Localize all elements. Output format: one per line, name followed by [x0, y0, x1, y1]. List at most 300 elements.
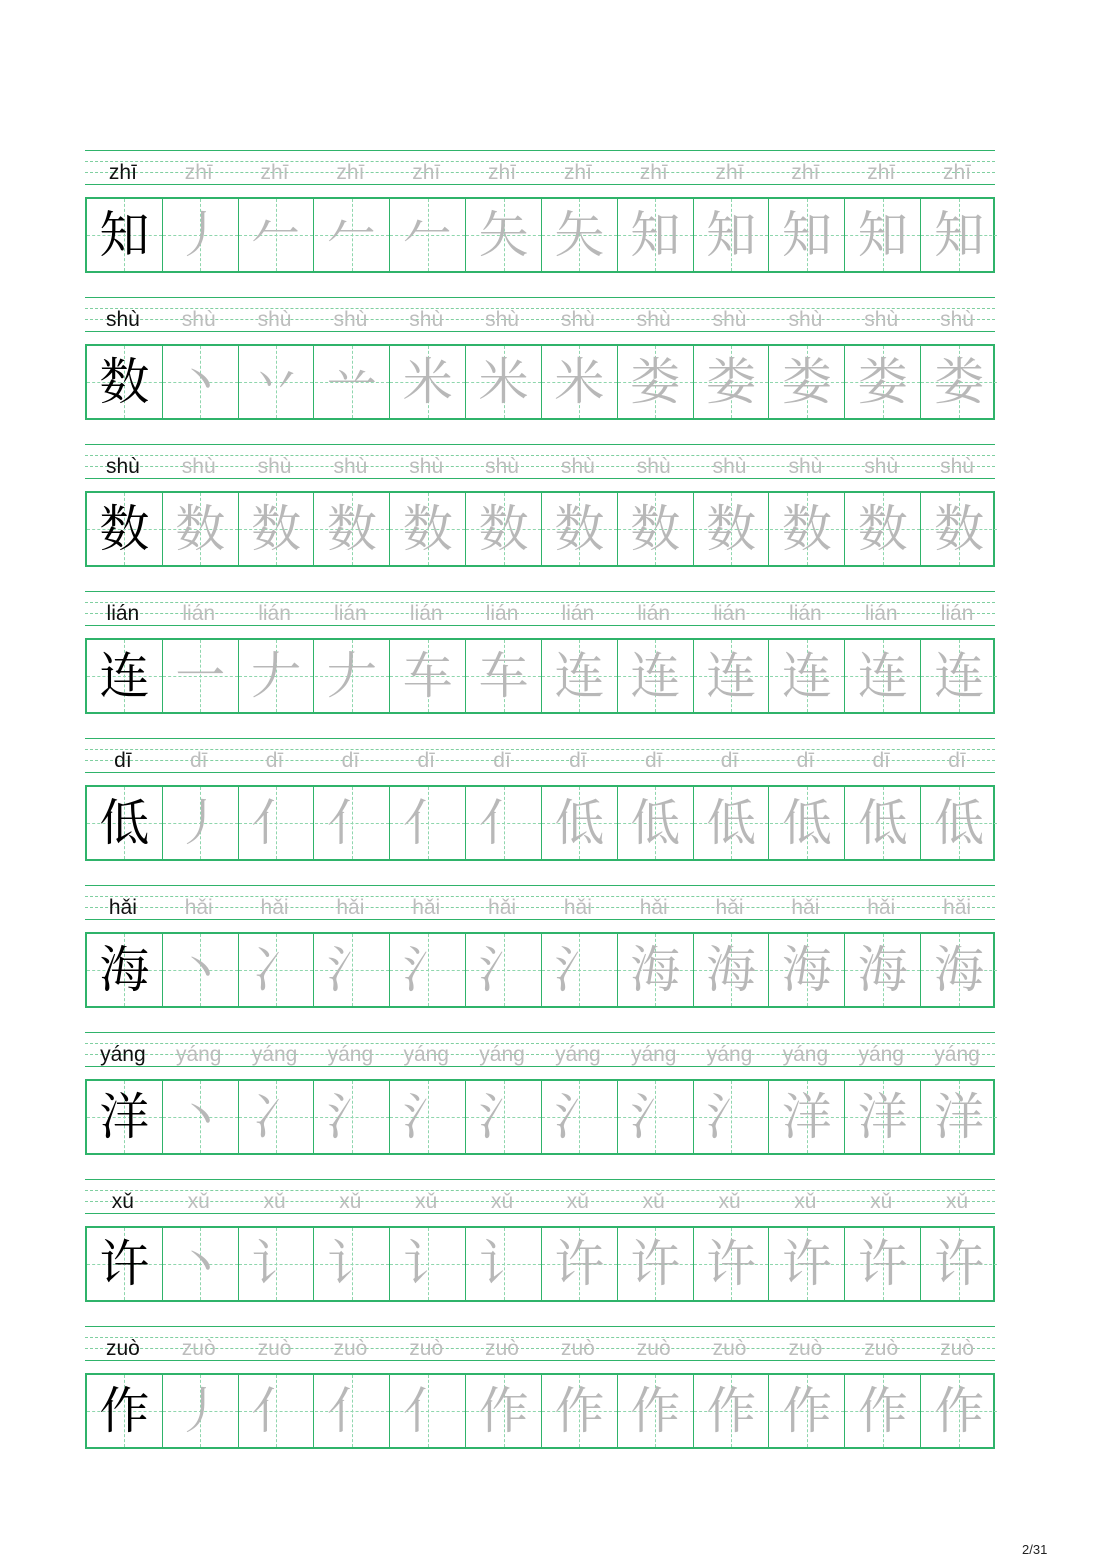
trace-character: 米: [478, 353, 529, 411]
pinyin-trace: xǔ: [945, 1190, 969, 1213]
pinyin-model: zuò: [105, 1337, 140, 1360]
tracing-cell: [163, 346, 239, 418]
pinyin-trace: shù: [181, 455, 216, 478]
tracing-cell: [694, 1081, 770, 1153]
model-character: 数: [99, 500, 150, 558]
pinyin-trace: yáng: [782, 1043, 829, 1066]
tracing-cell: [239, 1228, 315, 1300]
pinyin-trace: shù: [409, 455, 444, 478]
tracing-cell: [618, 1228, 694, 1300]
trace-character: 娄: [706, 353, 757, 411]
pinyin-trace: xǔ: [490, 1190, 514, 1213]
tracing-cell: [315, 493, 391, 565]
model-character: 数: [99, 353, 150, 411]
pinyin-band: [85, 444, 995, 479]
pinyin-band: [85, 1179, 995, 1214]
trace-character: 作: [478, 1382, 529, 1440]
tracing-cell: [315, 1228, 391, 1300]
pinyin-trace: shù: [788, 308, 823, 331]
pinyin-trace: shù: [940, 455, 974, 478]
trace-character: 数: [706, 500, 757, 558]
trace-character: 氵: [326, 1088, 377, 1146]
trace-character: 丶: [175, 1235, 226, 1293]
trace-character: 娄: [630, 353, 681, 411]
tracing-cell: [845, 493, 921, 565]
pinyin-trace: shù: [940, 308, 974, 331]
trace-character: 米: [402, 353, 453, 411]
trace-character: 连: [857, 647, 908, 705]
pinyin-trace: zuò: [409, 1337, 444, 1360]
worksheet: [85, 150, 995, 1473]
trace-character: 氵: [554, 1088, 605, 1146]
trace-character: 氵: [326, 941, 377, 999]
model-character-cell: [87, 1228, 163, 1300]
pinyin-trace: lián: [713, 602, 746, 625]
tracing-cell: [921, 1228, 997, 1300]
model-character-cell: [87, 787, 163, 859]
tracing-cell: [542, 493, 618, 565]
tracing-cell: [542, 640, 618, 712]
pinyin-trace: shù: [181, 308, 216, 331]
tracing-cell: [770, 199, 846, 271]
model-character-cell: [87, 640, 163, 712]
trace-character: 连: [781, 647, 832, 705]
tracing-cell: [390, 1375, 466, 1447]
tracing-cell: [770, 640, 846, 712]
trace-character: 洋: [857, 1088, 908, 1146]
trace-character: 𠂇: [326, 647, 377, 705]
pinyin-band: [85, 738, 995, 773]
pinyin-trace: zhī: [260, 161, 289, 184]
tracing-cell: [694, 1375, 770, 1447]
tracing-cell: [845, 1375, 921, 1447]
trace-character: 丶: [175, 1088, 226, 1146]
model-character: 知: [99, 206, 150, 264]
trace-character: 讠: [326, 1235, 377, 1293]
trace-character: 许: [554, 1235, 605, 1293]
practice-row: [85, 738, 995, 885]
pinyin-trace: lián: [789, 602, 822, 625]
pinyin-trace: yáng: [403, 1043, 449, 1066]
pinyin-trace: hǎi: [943, 896, 972, 919]
trace-character: 讠: [402, 1235, 453, 1293]
pinyin-band: [85, 591, 995, 626]
trace-character: 作: [630, 1382, 681, 1440]
tracing-cell: [239, 1081, 315, 1153]
trace-character: 𠂇: [251, 647, 302, 705]
trace-character: 数: [857, 500, 908, 558]
tracing-cell: [390, 640, 466, 712]
pinyin-trace: hǎi: [412, 896, 441, 919]
pinyin-trace: hǎi: [260, 896, 289, 919]
pinyin-trace: lián: [334, 602, 367, 625]
pinyin-trace: xǔ: [339, 1190, 362, 1213]
tracing-cell: [466, 493, 542, 565]
tracing-cell: [163, 1081, 239, 1153]
trace-character: 低: [857, 794, 908, 852]
pinyin-trace: shù: [560, 455, 595, 478]
tracing-cell: [390, 199, 466, 271]
trace-character: 数: [630, 500, 681, 558]
tracing-cell: [466, 934, 542, 1006]
pinyin-trace: shù: [257, 308, 292, 331]
trace-character: 低: [706, 794, 757, 852]
pinyin-trace: dī: [341, 749, 360, 772]
pinyin-trace: hǎi: [715, 896, 744, 919]
tracing-cell: [466, 640, 542, 712]
pinyin-trace: xǔ: [566, 1190, 589, 1213]
tracing-cell: [239, 1375, 315, 1447]
tracing-cell: [845, 346, 921, 418]
trace-character: 矢: [478, 206, 529, 264]
character-box: [85, 785, 995, 861]
tracing-cell: [921, 1375, 997, 1447]
practice-row: [85, 1326, 995, 1473]
trace-character: 数: [326, 500, 377, 558]
pinyin-trace: lián: [258, 602, 291, 625]
practice-row: [85, 297, 995, 444]
tracing-cell: [315, 934, 391, 1006]
tracing-cell: [618, 787, 694, 859]
tracing-cell: [390, 934, 466, 1006]
trace-character: 连: [630, 647, 681, 705]
tracing-cell: [239, 640, 315, 712]
trace-character: 氵: [402, 941, 453, 999]
pinyin-band: [85, 885, 995, 920]
tracing-cell: [163, 787, 239, 859]
pinyin-model: xǔ: [111, 1190, 134, 1213]
pinyin-trace: yáng: [934, 1043, 980, 1066]
tracing-cell: [921, 934, 997, 1006]
trace-character: 低: [630, 794, 681, 852]
trace-character: 低: [781, 794, 832, 852]
trace-character: 冫: [251, 1088, 302, 1146]
pinyin-trace: yáng: [630, 1043, 677, 1066]
trace-character: 丶: [175, 353, 226, 411]
model-character: 连: [99, 647, 150, 705]
tracing-cell: [921, 1081, 997, 1153]
pinyin-trace: zhī: [412, 161, 441, 184]
tracing-cell: [315, 640, 391, 712]
trace-character: 数: [478, 500, 529, 558]
pinyin-trace: dī: [644, 749, 663, 772]
trace-character: 作: [554, 1382, 605, 1440]
trace-character: 洋: [781, 1088, 832, 1146]
pinyin-trace: xǔ: [187, 1190, 210, 1213]
tracing-cell: [315, 787, 391, 859]
trace-character: 娄: [934, 353, 985, 411]
practice-row: [85, 1179, 995, 1326]
trace-character: 连: [934, 647, 985, 705]
tracing-cell: [618, 1081, 694, 1153]
pinyin-trace: dī: [720, 749, 739, 772]
trace-character: 知: [857, 206, 908, 264]
trace-character: 亻: [251, 794, 302, 852]
tracing-cell: [315, 199, 391, 271]
trace-character: 许: [781, 1235, 832, 1293]
character-box: [85, 344, 995, 420]
trace-character: 洋: [934, 1088, 985, 1146]
character-box: [85, 491, 995, 567]
tracing-cell: [466, 346, 542, 418]
tracing-cell: [390, 1081, 466, 1153]
tracing-cell: [542, 1375, 618, 1447]
pinyin-trace: zhī: [336, 161, 365, 184]
pinyin-model: hǎi: [108, 896, 137, 919]
pinyin-trace: zuò: [560, 1337, 595, 1360]
tracing-cell: [770, 1081, 846, 1153]
tracing-cell: [845, 934, 921, 1006]
pinyin-trace: xǔ: [642, 1190, 665, 1213]
practice-row: [85, 150, 995, 297]
pinyin-trace: shù: [864, 308, 899, 331]
pinyin-band: [85, 297, 995, 332]
model-character-cell: [87, 346, 163, 418]
pinyin-trace: lián: [485, 602, 519, 625]
tracing-cell: [542, 787, 618, 859]
tracing-cell: [618, 934, 694, 1006]
pinyin-trace: hǎi: [488, 896, 517, 919]
pinyin-trace: zuò: [636, 1337, 671, 1360]
pinyin-trace: lián: [409, 602, 443, 625]
tracing-cell: [163, 199, 239, 271]
tracing-cell: [770, 934, 846, 1006]
pinyin-trace: yáng: [251, 1043, 298, 1066]
trace-character: 低: [934, 794, 985, 852]
character-box: [85, 638, 995, 714]
tracing-cell: [770, 787, 846, 859]
trace-character: 数: [934, 500, 985, 558]
pinyin-band: [85, 150, 995, 185]
trace-character: 许: [934, 1235, 985, 1293]
trace-character: 一: [175, 647, 226, 705]
trace-character: 车: [478, 647, 529, 705]
tracing-cell: [390, 493, 466, 565]
tracing-cell: [921, 493, 997, 565]
trace-character: 亻: [402, 794, 453, 852]
model-character-cell: [87, 1375, 163, 1447]
pinyin-trace: shù: [712, 308, 747, 331]
pinyin-trace: shù: [636, 308, 671, 331]
tracing-cell: [694, 199, 770, 271]
trace-character: 数: [175, 500, 226, 558]
trace-character: 氵: [478, 941, 529, 999]
pinyin-trace: dī: [493, 749, 511, 772]
pinyin-trace: hǎi: [867, 896, 896, 919]
tracing-cell: [770, 1228, 846, 1300]
pinyin-trace: lián: [561, 602, 595, 625]
trace-character: 氵: [706, 1088, 757, 1146]
tracing-cell: [163, 640, 239, 712]
pinyin-trace: zhī: [715, 161, 744, 184]
pinyin-trace: shù: [788, 455, 823, 478]
trace-character: 𠂉: [326, 206, 377, 264]
trace-character: 作: [781, 1382, 832, 1440]
page-number: 2/31: [1022, 1542, 1048, 1557]
tracing-cell: [163, 493, 239, 565]
tracing-cell: [390, 1228, 466, 1300]
tracing-cell: [770, 346, 846, 418]
trace-character: 知: [630, 206, 681, 264]
trace-character: 氵: [402, 1088, 453, 1146]
pinyin-trace: dī: [796, 749, 815, 772]
trace-character: 亻: [478, 794, 529, 852]
pinyin-trace: xǔ: [870, 1190, 893, 1213]
pinyin-trace: zuò: [940, 1337, 974, 1360]
tracing-cell: [542, 199, 618, 271]
pinyin-trace: zhī: [943, 161, 972, 184]
tracing-cell: [239, 493, 315, 565]
trace-character: 讠: [478, 1235, 529, 1293]
pinyin-trace: hǎi: [639, 896, 668, 919]
practice-row: [85, 1032, 995, 1179]
trace-character: 许: [706, 1235, 757, 1293]
pinyin-trace: yáng: [175, 1043, 222, 1066]
tracing-cell: [315, 1375, 391, 1447]
pinyin-trace: shù: [636, 455, 671, 478]
pinyin-model: shù: [105, 455, 140, 478]
pinyin-model: yáng: [100, 1043, 146, 1066]
pinyin-trace: lián: [637, 602, 671, 625]
tracing-cell: [770, 1375, 846, 1447]
pinyin-trace: lián: [182, 602, 216, 625]
tracing-cell: [618, 493, 694, 565]
pinyin-trace: hǎi: [563, 896, 592, 919]
character-box: [85, 1079, 995, 1155]
pinyin-trace: xǔ: [794, 1190, 817, 1213]
pinyin-trace: shù: [257, 455, 292, 478]
trace-character: 许: [857, 1235, 908, 1293]
pinyin-band: [85, 1032, 995, 1067]
pinyin-trace: zuò: [712, 1337, 747, 1360]
model-character: 海: [99, 941, 150, 999]
trace-character: 亻: [326, 794, 377, 852]
pinyin-trace: yáng: [479, 1043, 525, 1066]
tracing-cell: [770, 493, 846, 565]
model-character: 低: [99, 794, 150, 852]
pinyin-model: dī: [114, 749, 132, 772]
model-character: 洋: [99, 1088, 150, 1146]
practice-row: [85, 885, 995, 1032]
tracing-cell: [694, 640, 770, 712]
trace-character: 连: [706, 647, 757, 705]
pinyin-trace: zuò: [257, 1337, 292, 1360]
trace-character: 米: [554, 353, 605, 411]
trace-character: 作: [857, 1382, 908, 1440]
character-box: [85, 932, 995, 1008]
tracing-cell: [845, 1081, 921, 1153]
model-character-cell: [87, 199, 163, 271]
pinyin-trace: dī: [189, 749, 208, 772]
tracing-cell: [466, 1228, 542, 1300]
trace-character: 数: [554, 500, 605, 558]
trace-character: 数: [781, 500, 832, 558]
tracing-cell: [618, 346, 694, 418]
pinyin-model: zhī: [108, 161, 137, 184]
trace-character: 氵: [478, 1088, 529, 1146]
pinyin-trace: zhī: [791, 161, 820, 184]
trace-character: 数: [251, 500, 302, 558]
pinyin-trace: zhī: [184, 161, 213, 184]
tracing-cell: [239, 346, 315, 418]
trace-character: 丿: [175, 1382, 226, 1440]
tracing-cell: [315, 1081, 391, 1153]
tracing-cell: [163, 1375, 239, 1447]
model-character-cell: [87, 493, 163, 565]
pinyin-trace: xǔ: [718, 1190, 741, 1213]
trace-character: 知: [781, 206, 832, 264]
practice-row: [85, 591, 995, 738]
pinyin-trace: zuò: [788, 1337, 823, 1360]
trace-character: 低: [554, 794, 605, 852]
character-box: [85, 1373, 995, 1449]
tracing-cell: [163, 934, 239, 1006]
pinyin-trace: hǎi: [336, 896, 365, 919]
trace-character: 丷: [251, 353, 302, 411]
trace-character: 亻: [251, 1382, 302, 1440]
pinyin-trace: shù: [560, 308, 595, 331]
tracing-cell: [390, 346, 466, 418]
model-character-cell: [87, 934, 163, 1006]
model-character: 作: [99, 1382, 150, 1440]
trace-character: 氵: [554, 941, 605, 999]
tracing-cell: [694, 1228, 770, 1300]
trace-character: 亻: [326, 1382, 377, 1440]
pinyin-trace: dī: [948, 749, 966, 772]
trace-character: 丶: [175, 941, 226, 999]
trace-character: 䒑: [326, 353, 377, 411]
pinyin-trace: shù: [333, 455, 368, 478]
tracing-cell: [239, 934, 315, 1006]
trace-character: 𠂉: [402, 206, 453, 264]
pinyin-trace: yáng: [555, 1043, 601, 1066]
tracing-cell: [921, 640, 997, 712]
tracing-cell: [239, 199, 315, 271]
trace-character: 海: [630, 941, 681, 999]
tracing-cell: [921, 199, 997, 271]
trace-character: 知: [706, 206, 757, 264]
pinyin-trace: shù: [712, 455, 747, 478]
trace-character: 知: [934, 206, 985, 264]
tracing-cell: [845, 640, 921, 712]
pinyin-trace: yáng: [706, 1043, 753, 1066]
tracing-cell: [618, 199, 694, 271]
tracing-cell: [694, 346, 770, 418]
pinyin-trace: zhī: [867, 161, 896, 184]
trace-character: 作: [706, 1382, 757, 1440]
pinyin-trace: zuò: [181, 1337, 216, 1360]
practice-row: [85, 444, 995, 591]
pinyin-trace: shù: [333, 308, 368, 331]
pinyin-band: [85, 1326, 995, 1361]
trace-character: 讠: [251, 1235, 302, 1293]
pinyin-trace: lián: [940, 602, 974, 625]
tracing-cell: [239, 787, 315, 859]
tracing-cell: [618, 640, 694, 712]
trace-character: 作: [934, 1382, 985, 1440]
pinyin-trace: dī: [417, 749, 435, 772]
tracing-cell: [466, 1081, 542, 1153]
tracing-cell: [618, 1375, 694, 1447]
pinyin-trace: zuò: [485, 1337, 519, 1360]
tracing-cell: [845, 787, 921, 859]
trace-character: 丿: [175, 206, 226, 264]
pinyin-trace: dī: [569, 749, 587, 772]
tracing-cell: [694, 934, 770, 1006]
tracing-cell: [390, 787, 466, 859]
pinyin-trace: zuò: [333, 1337, 368, 1360]
trace-character: 海: [706, 941, 757, 999]
